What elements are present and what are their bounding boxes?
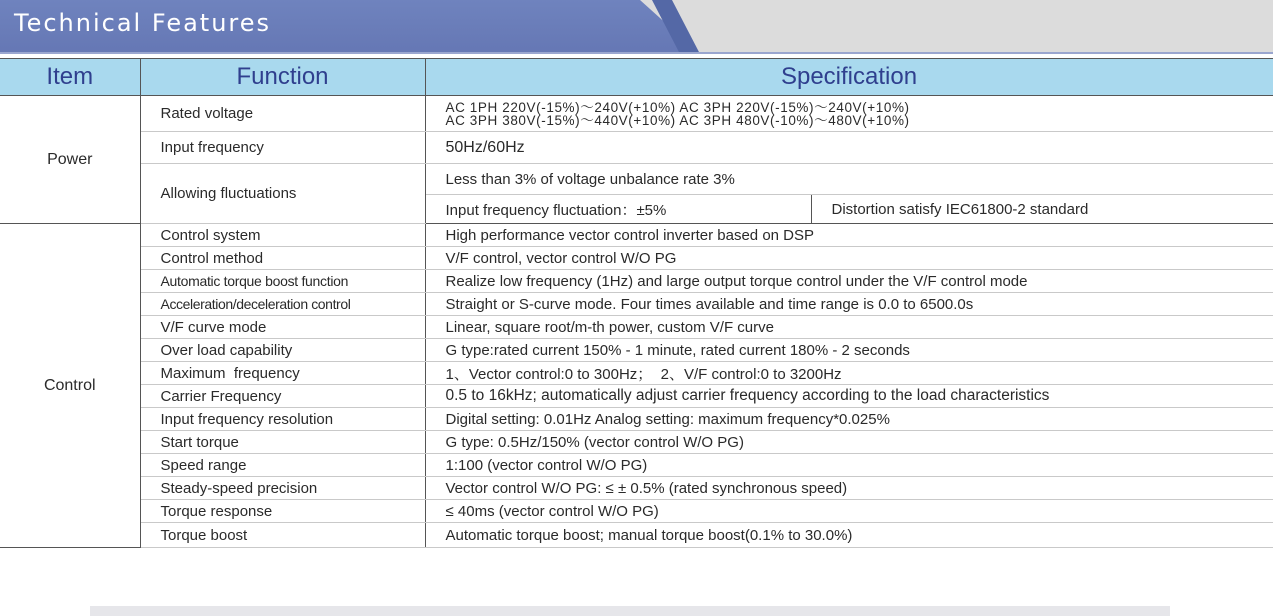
- function-cell: Over load capability: [140, 339, 425, 362]
- category-power: Power: [0, 96, 140, 224]
- function-cell: Rated voltage: [140, 96, 425, 132]
- table-row: [0, 293, 1273, 316]
- header-banner: [0, 0, 1273, 54]
- table-row: [0, 132, 1273, 164]
- spec-cell: ≤ 40ms (vector control W/O PG): [425, 500, 1273, 523]
- table-row: [0, 316, 1273, 339]
- spec-cell: Realize low frequency (1Hz) and large output torque control under the V/F control mode: [425, 270, 1273, 293]
- table-row: [0, 224, 1273, 247]
- header-specification: Specification: [425, 59, 1273, 96]
- spec-cell: G type: 0.5Hz/150% (vector control W/O PG): [425, 431, 1273, 454]
- function-cell: Automatic torque boost function: [140, 270, 425, 293]
- function-cell: Acceleration/deceleration control: [140, 293, 425, 316]
- function-cell: Speed range: [140, 454, 425, 477]
- page-title: Technical Features: [14, 9, 272, 37]
- header-item: Item: [0, 59, 140, 96]
- spec-cell: Input frequency fluctuation：±5%: [425, 195, 811, 224]
- function-cell: Control system: [140, 224, 425, 247]
- table-row: [0, 247, 1273, 270]
- function-cell: V/F curve mode: [140, 316, 425, 339]
- function-cell: Control method: [140, 247, 425, 270]
- spec-line: AC 3PH 380V(-15%)～440V(+10%) AC 3PH 480V(-10%)～480V(+10%): [445, 112, 910, 128]
- table-row: [0, 500, 1273, 523]
- spec-cell: Vector control W/O PG: ≤ ± 0.5% (rated synchronous speed): [425, 477, 1273, 500]
- function-cell: Carrier Frequency: [140, 385, 425, 408]
- table-row: [0, 164, 1273, 195]
- spec-cell: V/F control, vector control W/O PG: [425, 247, 1273, 270]
- spec-cell: Distortion satisfy IEC61800-2 standard: [811, 195, 1273, 224]
- spec-cell: Digital setting: 0.01Hz Analog setting: maximum frequency*0.025%: [425, 408, 1273, 431]
- category-control: Control: [0, 224, 140, 548]
- header-function: Function: [140, 59, 425, 96]
- function-cell: Start torque: [140, 431, 425, 454]
- table-row: [0, 339, 1273, 362]
- table-row: [0, 477, 1273, 500]
- spec-cell: Less than 3% of voltage unbalance rate 3%: [425, 164, 1273, 195]
- table-row: [0, 96, 1273, 132]
- table-row: [0, 523, 1273, 548]
- table-row: [0, 408, 1273, 431]
- spec-cell: Linear, square root/m-th power, custom V/F curve: [425, 316, 1273, 339]
- spec-cell: [425, 96, 1273, 132]
- table-row: [0, 385, 1273, 408]
- function-cell: Input frequency resolution: [140, 408, 425, 431]
- table-row: [0, 270, 1273, 293]
- table-row: [0, 431, 1273, 454]
- table-header-row: [0, 59, 1273, 96]
- spec-table: [0, 58, 1273, 548]
- table-row: [0, 362, 1273, 385]
- function-cell: Torque boost: [140, 523, 425, 548]
- spec-cell: Automatic torque boost; manual torque boost(0.1% to 30.0%): [425, 523, 1273, 548]
- function-cell: Allowing fluctuations: [140, 164, 425, 224]
- function-cell: Torque response: [140, 500, 425, 523]
- function-cell: Steady-speed precision: [140, 477, 425, 500]
- function-cell: Input frequency: [140, 132, 425, 164]
- banner-divider: [0, 52, 1273, 54]
- spec-cell: Straight or S-curve mode. Four times available and time range is 0.0 to 6500.0s: [425, 293, 1273, 316]
- table-row: [0, 454, 1273, 477]
- spec-line: AC 1PH 220V(-15%)～240V(+10%) AC 3PH 220V(-15%)～240V(+10%): [445, 99, 910, 115]
- function-cell: Maximum frequency: [140, 362, 425, 385]
- spec-cell: 1:100 (vector control W/O PG): [425, 454, 1273, 477]
- spec-cell: G type:rated current 150% - 1 minute, rated current 180% - 2 seconds: [425, 339, 1273, 362]
- spec-cell: 0.5 to 16kHz; automatically adjust carrier frequency according to the load characteristics: [425, 385, 1273, 408]
- bottom-shadow-strip: [90, 606, 1170, 616]
- spec-cell: High performance vector control inverter based on DSP: [425, 224, 1273, 247]
- spec-cell: 50Hz/60Hz: [425, 132, 1273, 164]
- spec-cell: 1、Vector control:0 to 300Hz； 2、V/F control:0 to 3200Hz: [425, 362, 1273, 385]
